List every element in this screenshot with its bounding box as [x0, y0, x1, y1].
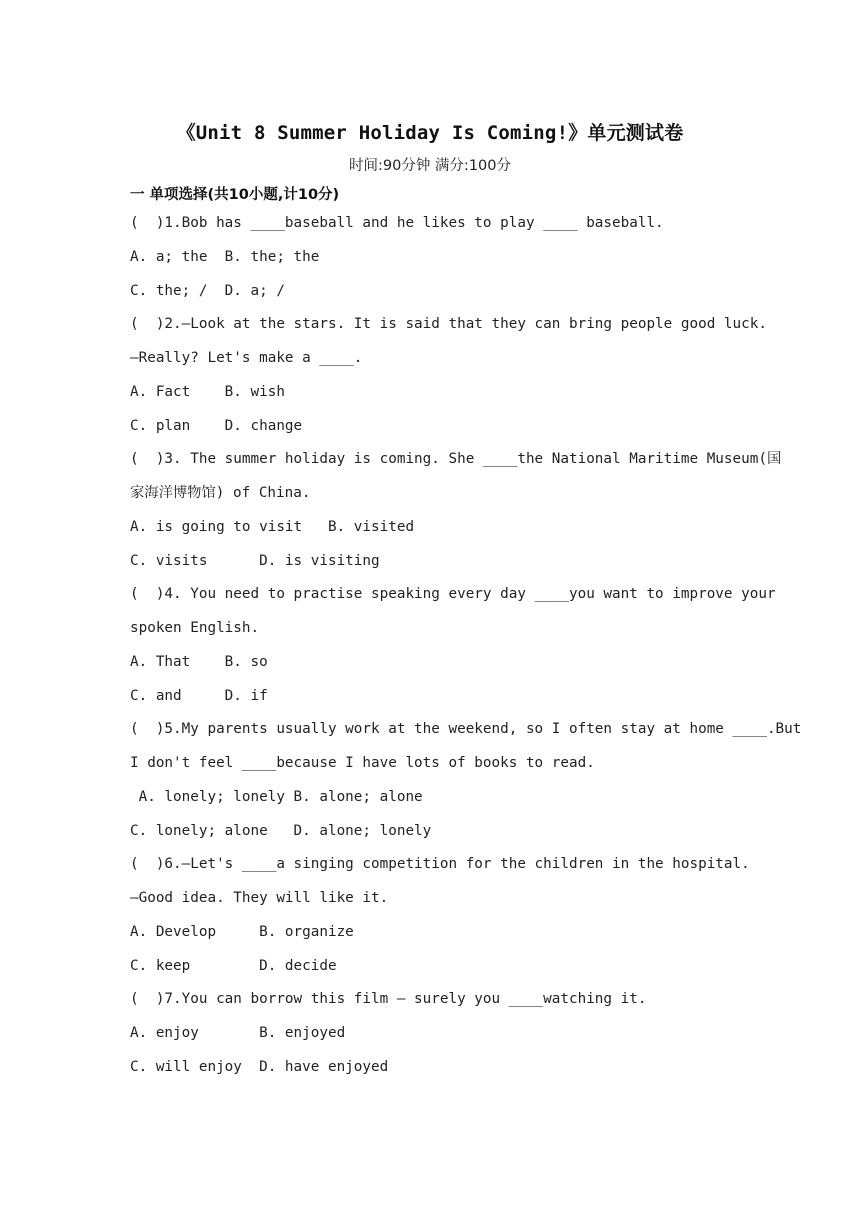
text-line: A. a; the B. the; the: [130, 248, 320, 265]
exam-info: 时间:90分钟 满分:100分: [348, 158, 511, 174]
text-line: A. is going to visit B. visited: [130, 518, 415, 535]
text-line: spoken English.: [130, 620, 260, 636]
text-line: C. lonely; alone D. alone; lonely: [130, 822, 432, 839]
text-line: C. and D. if: [130, 687, 268, 704]
text-line: C. visits D. is visiting: [130, 552, 380, 569]
question-list: [130, 207, 802, 1085]
text-line: C. plan D. change: [130, 417, 303, 434]
page-title: 《Unit 8 Summer Holiday Is Coming!》单元测试卷: [176, 122, 684, 144]
text-line: ( )4. You need to practise speaking every day ____you want to improve your: [130, 586, 776, 603]
text-line: A. enjoy B. enjoyed: [130, 1025, 346, 1041]
text-line: ( )1.Bob has ____baseball and he likes to play ____ baseball.: [130, 215, 664, 231]
text-line: A. Develop B. organize: [130, 923, 354, 940]
text-line: C. the; / D. a; /: [130, 282, 285, 299]
section-heading: 一 单项选择(共10小题,计10分): [130, 187, 340, 203]
text-line: —Good idea. They will like it.: [130, 890, 389, 906]
text-line: A. That B. so: [130, 653, 268, 670]
text-line: ( )6.—Let's ____a singing competition for the children in the hospital.: [130, 856, 750, 873]
text-line: —Really? Let's make a ____.: [130, 350, 363, 366]
text-line: ( )5.My parents usually work at the weekend, so I often stay at home ____.But: [130, 721, 802, 738]
text-line: ( )2.—Look at the stars. It is said that they can bring people good luck.: [130, 316, 767, 333]
text-line: 家海洋博物馆) of China.: [130, 485, 311, 501]
text-line: ( )7.You can borrow this film — surely you ____watching it.: [130, 991, 647, 1008]
text-line: C. keep D. decide: [130, 957, 337, 974]
text-line: ( )3. The summer holiday is coming. She ____the National Maritime Museum(国: [130, 451, 782, 468]
text-line: A. Fact B. wish: [130, 383, 285, 400]
text-line: C. will enjoy D. have enjoyed: [130, 1058, 389, 1075]
text-line: A. lonely; lonely B. alone; alone: [130, 788, 423, 805]
text-line: I don't feel ____because I have lots of books to read.: [130, 755, 595, 771]
